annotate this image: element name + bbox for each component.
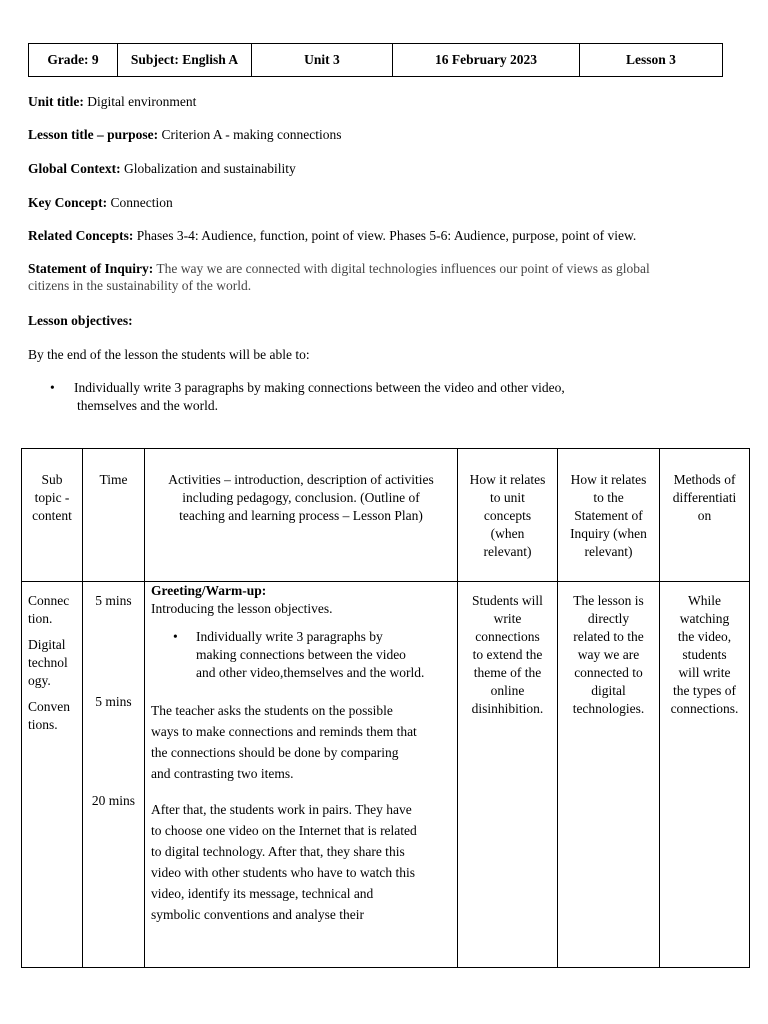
- activity-bullet: • Individually write 3 paragraphs by making connections between the video and other video,themselves and the world.: [173, 629, 425, 680]
- activity-paragraph-2: The teacher asks the students on the possible ways to make connections and reminds them that the connections should be done by comparing and contrasting two items.: [151, 703, 417, 781]
- key-concept-value: Connection: [110, 195, 173, 210]
- bullet-icon: •: [173, 629, 178, 644]
- lesson-objectives-heading: [28, 312, 728, 329]
- lesson-title: [28, 126, 728, 143]
- unit-title-value: Digital environment: [87, 94, 197, 109]
- date-cell: 16 February 2023: [393, 44, 580, 77]
- objective-bullet-line1: Individually write 3 paragraphs by making connections between the video and other video,: [74, 380, 565, 395]
- subject-cell: Subject: English A: [118, 44, 252, 77]
- lesson-title-label: Lesson title – purpose:: [28, 127, 159, 142]
- subtopic-cell: Connec tion. Digital technol ogy. Conven tions.: [22, 582, 83, 968]
- related-concepts-value: Phases 3-4: Audience, function, point of view. Phases 5-6: Audience, purpose, point of view.: [136, 228, 637, 243]
- objectives-label: Lesson objectives:: [28, 313, 133, 328]
- related-concepts: [28, 227, 728, 244]
- header-activities: Activities – introduction, description of activities including pedagogy, conclusion. (Outline of teaching and learning process – Lesson Plan): [145, 449, 458, 582]
- unit-title: [28, 93, 728, 110]
- objective-bullet: [50, 379, 710, 415]
- soi-value-line1: The way we are connected with digital technologies influences our point of views as global: [156, 261, 650, 276]
- lesson-plan-table: [21, 448, 750, 968]
- global-context: [28, 160, 728, 177]
- statement-of-inquiry: [28, 260, 728, 294]
- unit-cell: Unit 3: [252, 44, 393, 77]
- key-concept: [28, 194, 728, 211]
- bullet-icon: •: [50, 380, 55, 395]
- table-row: [22, 582, 750, 968]
- time-2: 5 mins: [95, 694, 132, 709]
- soi-value-line2: citizens in the sustainability of the world.: [28, 278, 252, 293]
- header-subtopic: Sub topic - content: [22, 449, 83, 582]
- grade-cell: Grade: 9: [29, 44, 118, 77]
- header-soi: How it relates to the Statement of Inquiry (when relevant): [558, 449, 660, 582]
- unit-concepts-cell: Students will write connections to extend the theme of the online disinhibition.: [458, 582, 558, 968]
- soi-label: Statement of Inquiry:: [28, 261, 154, 276]
- activity-paragraph-3: After that, the students work in pairs. They have to choose one video on the Internet that is related to digital technology. After that, they share this video with other students who have to watch this video, identify its message, technical and symbolic conventions and analyse their: [151, 802, 417, 922]
- header-time: Time: [83, 449, 145, 582]
- soi-cell: The lesson is directly related to the way we are connected to digital technologies.: [558, 582, 660, 968]
- objective-bullet-line2: themselves and the world.: [77, 398, 218, 413]
- time-3: 20 mins: [91, 793, 136, 808]
- time-cell: [83, 582, 145, 968]
- activities-cell: [145, 582, 458, 968]
- table-header-row: [22, 449, 750, 582]
- global-context-label: Global Context:: [28, 161, 121, 176]
- lesson-cell: Lesson 3: [580, 44, 723, 77]
- greeting-intro: Introducing the lesson objectives.: [151, 601, 333, 616]
- objectives-intro: By the end of the lesson the students will be able to:: [28, 347, 310, 362]
- time-1: 5 mins: [95, 593, 132, 608]
- key-concept-label: Key Concept:: [28, 195, 108, 210]
- differentiation-cell: While watching the video, students will write the types of connections.: [660, 582, 750, 968]
- unit-title-label: Unit title:: [28, 94, 84, 109]
- greeting-title: Greeting/Warm-up:: [151, 583, 267, 598]
- related-concepts-label: Related Concepts:: [28, 228, 134, 243]
- global-context-value: Globalization and sustainability: [124, 161, 296, 176]
- header-unit-concepts: How it relates to unit concepts (when relevant): [458, 449, 558, 582]
- lesson-header-table: [28, 43, 723, 77]
- lesson-title-value: Criterion A - making connections: [161, 127, 342, 142]
- header-differentiation: Methods of differentiati on: [660, 449, 750, 582]
